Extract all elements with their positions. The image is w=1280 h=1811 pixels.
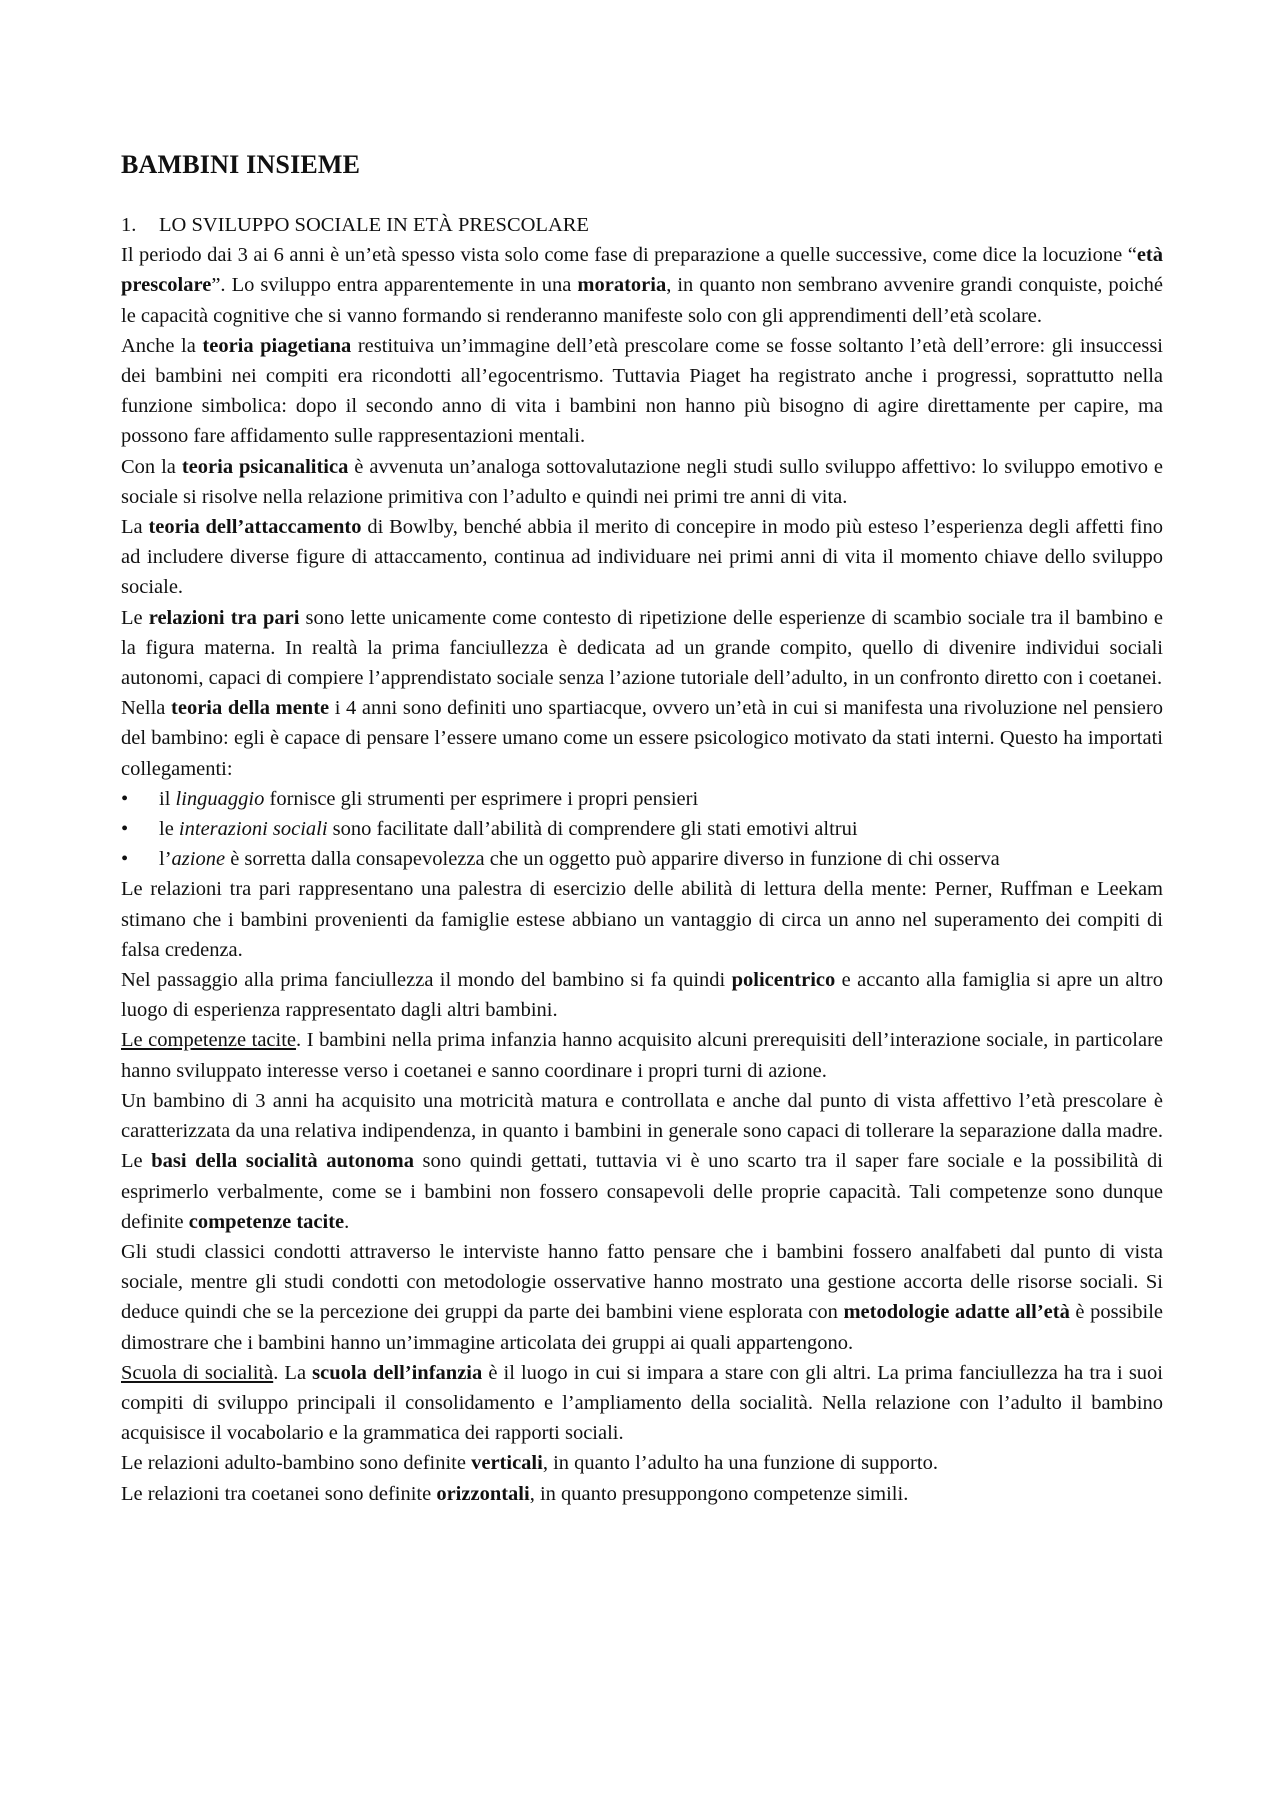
text-run: sono facilitate dall’abilità di comprendere gli stati emotivi altrui <box>327 818 858 841</box>
paragraph-teoria-attaccamento <box>121 512 1163 603</box>
text-run: Nella <box>121 697 172 720</box>
paragraph-competenze-tacite <box>121 1025 1163 1085</box>
bold-term: metodologie adatte all’età <box>843 1301 1070 1324</box>
text-run: , in quanto l’adulto ha una funzione di supporto. <box>542 1452 938 1475</box>
bold-term: età prescolare <box>121 244 1163 297</box>
text-run: . <box>344 1210 350 1233</box>
text-run: sono lette unicamente come contesto di ripetizione delle esperienze di scambio sociale tra il bambino e la figura materna. In realtà la prima fanciullezza è dedicata ad un grande compito, quello di divenire individui sociali autonomi, capaci di compiere l’apprendistato sociale senza l’azione tutoriale dell’adulto, in un confronto diretto con i coetanei. <box>121 606 1163 690</box>
text-run: , in quanto non sembrano avvenire grandi conquiste, poiché le capacità cognitive che si vanno formando si renderanno manifeste solo con gli apprendimenti dell’età scolare. <box>121 274 1163 327</box>
text-run: e accanto alla famiglia si apre un altro luogo di esperienza rappresentato dagli altri bambini. <box>121 969 1163 1022</box>
text-run: è sorretta dalla consapevolezza che un oggetto può apparire diverso in funzione di chi osserva <box>225 848 1000 871</box>
section-number: 1. <box>121 214 137 236</box>
text-run: Le relazioni adulto-bambino sono definite <box>121 1452 472 1475</box>
italic-term: interazioni sociali <box>178 818 328 841</box>
text-run: Un bambino di 3 anni ha acquisito una motricità matura e controllata e anche dal punto di vista affettivo l’età prescolare è caratterizzata da una relativa indipendenza, in quanto i bambini in generale sono capaci di tollerare la separazione dalla madre. Le <box>121 1089 1163 1173</box>
text-run: Nel passaggio alla prima fanciullezza il mondo del bambino si fa quindi <box>121 969 732 992</box>
text-run: il <box>159 787 176 810</box>
bullet-icon: • <box>121 848 129 871</box>
section-heading <box>121 210 1163 240</box>
bold-term: verticali <box>471 1452 543 1475</box>
bullet-list <box>121 784 1163 875</box>
bold-term: teoria piagetiana <box>202 334 352 357</box>
document-body <box>121 148 1163 1509</box>
paragraph-eta-prescolare <box>121 240 1163 331</box>
underlined-heading: Scuola di socialità <box>121 1361 274 1384</box>
text-run: . I bambini nella prima infanzia hanno acquisito alcuni prerequisiti dell’interazione sociale, in particolare hanno sviluppato interesse verso i coetanei e sanno coordinare i propri turni di azione. <box>121 1029 1163 1082</box>
paragraph-palestra-lettura-mente <box>121 874 1163 965</box>
text-run: è il luogo in cui si impara a stare con gli altri. La prima fanciullezza ha tra i suoi compiti di sviluppo principali il consolidamento e l’ampliamento della socialità. Nella relazione con l’adulto il bambino acquisisce il vocabolario e la grammatica dei rapporti sociali. <box>121 1361 1164 1445</box>
paragraph-relazioni-orizzontali <box>121 1479 1163 1509</box>
text-run: i 4 anni sono definiti uno spartiacque, ovvero un’età in cui si manifesta una rivoluzione nel pensiero del bambino: egli è capace di pensare l’essere umano come un essere psicologico motivato da stati interni. Questo ha importati collegamenti: <box>121 697 1163 780</box>
text-run: Le <box>121 606 149 629</box>
text-run: è avvenuta un’analoga sottovalutazione negli studi sullo sviluppo affettivo: lo sviluppo emotivo e sociale si risolve nella relazione primitiva con l’adulto e quindi nei primi tre anni di vita. <box>121 455 1163 508</box>
list-item <box>121 814 1163 844</box>
bullet-icon: • <box>121 818 129 841</box>
text-run: La <box>121 516 149 539</box>
bold-term: policentrico <box>731 969 836 992</box>
italic-term: azione <box>171 848 226 871</box>
bold-term: moratoria <box>577 274 667 297</box>
bold-term: scuola dell’infanzia <box>312 1361 483 1384</box>
section-title: LO SVILUPPO SOCIALE IN ETÀ PRESCOLARE <box>159 214 589 236</box>
text-run: Anche la <box>121 334 203 357</box>
text-run: Il periodo dai 3 ai 6 anni è un’età spesso vista solo come fase di preparazione a quelle successive, come dice la locuzione “ <box>121 244 1137 267</box>
bold-term: teoria psicanalitica <box>181 455 349 478</box>
text-run: Con la <box>121 455 182 478</box>
text-run: di Bowlby, benché abbia il merito di concepire in modo più esteso l’esperienza degli affetti fino ad includere diverse figure di attaccamento, continua ad individuare nei primi anni di vita il momento chiave dello sviluppo sociale. <box>121 516 1163 599</box>
text-run: le <box>159 818 179 841</box>
paragraph-metodologie <box>121 1237 1163 1358</box>
paragraph-teoria-della-mente <box>121 693 1163 784</box>
paragraph-policentrico <box>121 965 1163 1025</box>
text-run: sono quindi gettati, tuttavia vi è uno scarto tra il saper fare sociale e la possibilità di esprimerlo verbalmente, come se i bambini non fossero consapevoli delle proprie capacità. Tali competenze sono dunque definite <box>121 1150 1163 1233</box>
text-run: Le relazioni tra coetanei sono definite <box>121 1482 437 1505</box>
bold-term: orizzontali <box>436 1482 530 1505</box>
bold-term: relazioni tra pari <box>148 606 300 629</box>
document-title: BAMBINI INSIEME <box>121 150 361 179</box>
underlined-heading: Le competenze tacite <box>121 1029 297 1052</box>
text-run: l’ <box>159 848 172 871</box>
text-run: . La <box>273 1361 313 1384</box>
bold-term: teoria dell’attaccamento <box>148 516 362 539</box>
bold-term: teoria della mente <box>171 697 330 720</box>
bold-term: competenze tacite <box>188 1210 345 1233</box>
text-run: restituiva un’immagine dell’età prescolare come se fosse soltanto l’età dell’errore: gli insuccessi dei bambini nei compiti era ricondotti all’egocentrismo. Tuttavia Piaget ha registrato anche i progressi, soprattutto nella funzione simbolica: dopo il secondo anno di vita i bambini non hanno più bisogno di agire direttamente per capire, ma possono fare affidamento sulle rappresentazioni mentali. <box>121 334 1163 448</box>
paragraph-teoria-psicanalitica <box>121 452 1163 512</box>
paragraph-teoria-piagetiana <box>121 331 1163 452</box>
text-run: Gli studi classici condotti attraverso le interviste hanno fatto pensare che i bambini fossero analfabeti dal punto di vista sociale, mentre gli studi condotti con metodologie osservative hanno mostrato una gestione accorta delle risorse sociali. Si deduce quindi che se la percezione dei gruppi da parte dei bambini viene esplorata con <box>121 1240 1163 1324</box>
italic-term: linguaggio <box>175 787 265 810</box>
text-run: Le relazioni tra pari rappresentano una palestra di esercizio delle abilità di lettura della mente: Perner, Ruffman e Leekam stimano che i bambini provenienti da famiglie estese abbiano un vantaggio di circa un anno nel superamento dei compiti di falsa credenza. <box>121 878 1163 961</box>
list-item <box>121 844 1163 874</box>
paragraph-relazioni-verticali <box>121 1448 1163 1478</box>
text-run: è possibile dimostrare che i bambini hanno un’immagine articolata dei gruppi ai quali appartengono. <box>121 1301 1163 1354</box>
list-item <box>121 784 1163 814</box>
bold-term: basi della socialità autonoma <box>151 1150 414 1173</box>
bullet-icon: • <box>121 787 129 810</box>
paragraph-scuola-di-socialita <box>121 1358 1163 1449</box>
text-run: fornisce gli strumenti per esprimere i propri pensieri <box>264 787 699 810</box>
text-run: , in quanto presuppongono competenze simili. <box>529 1482 909 1505</box>
paragraph-relazioni-tra-pari <box>121 603 1163 694</box>
text-run: ”. Lo sviluppo entra apparentemente in una <box>211 274 578 297</box>
paragraph-socialita-autonoma <box>121 1086 1163 1237</box>
